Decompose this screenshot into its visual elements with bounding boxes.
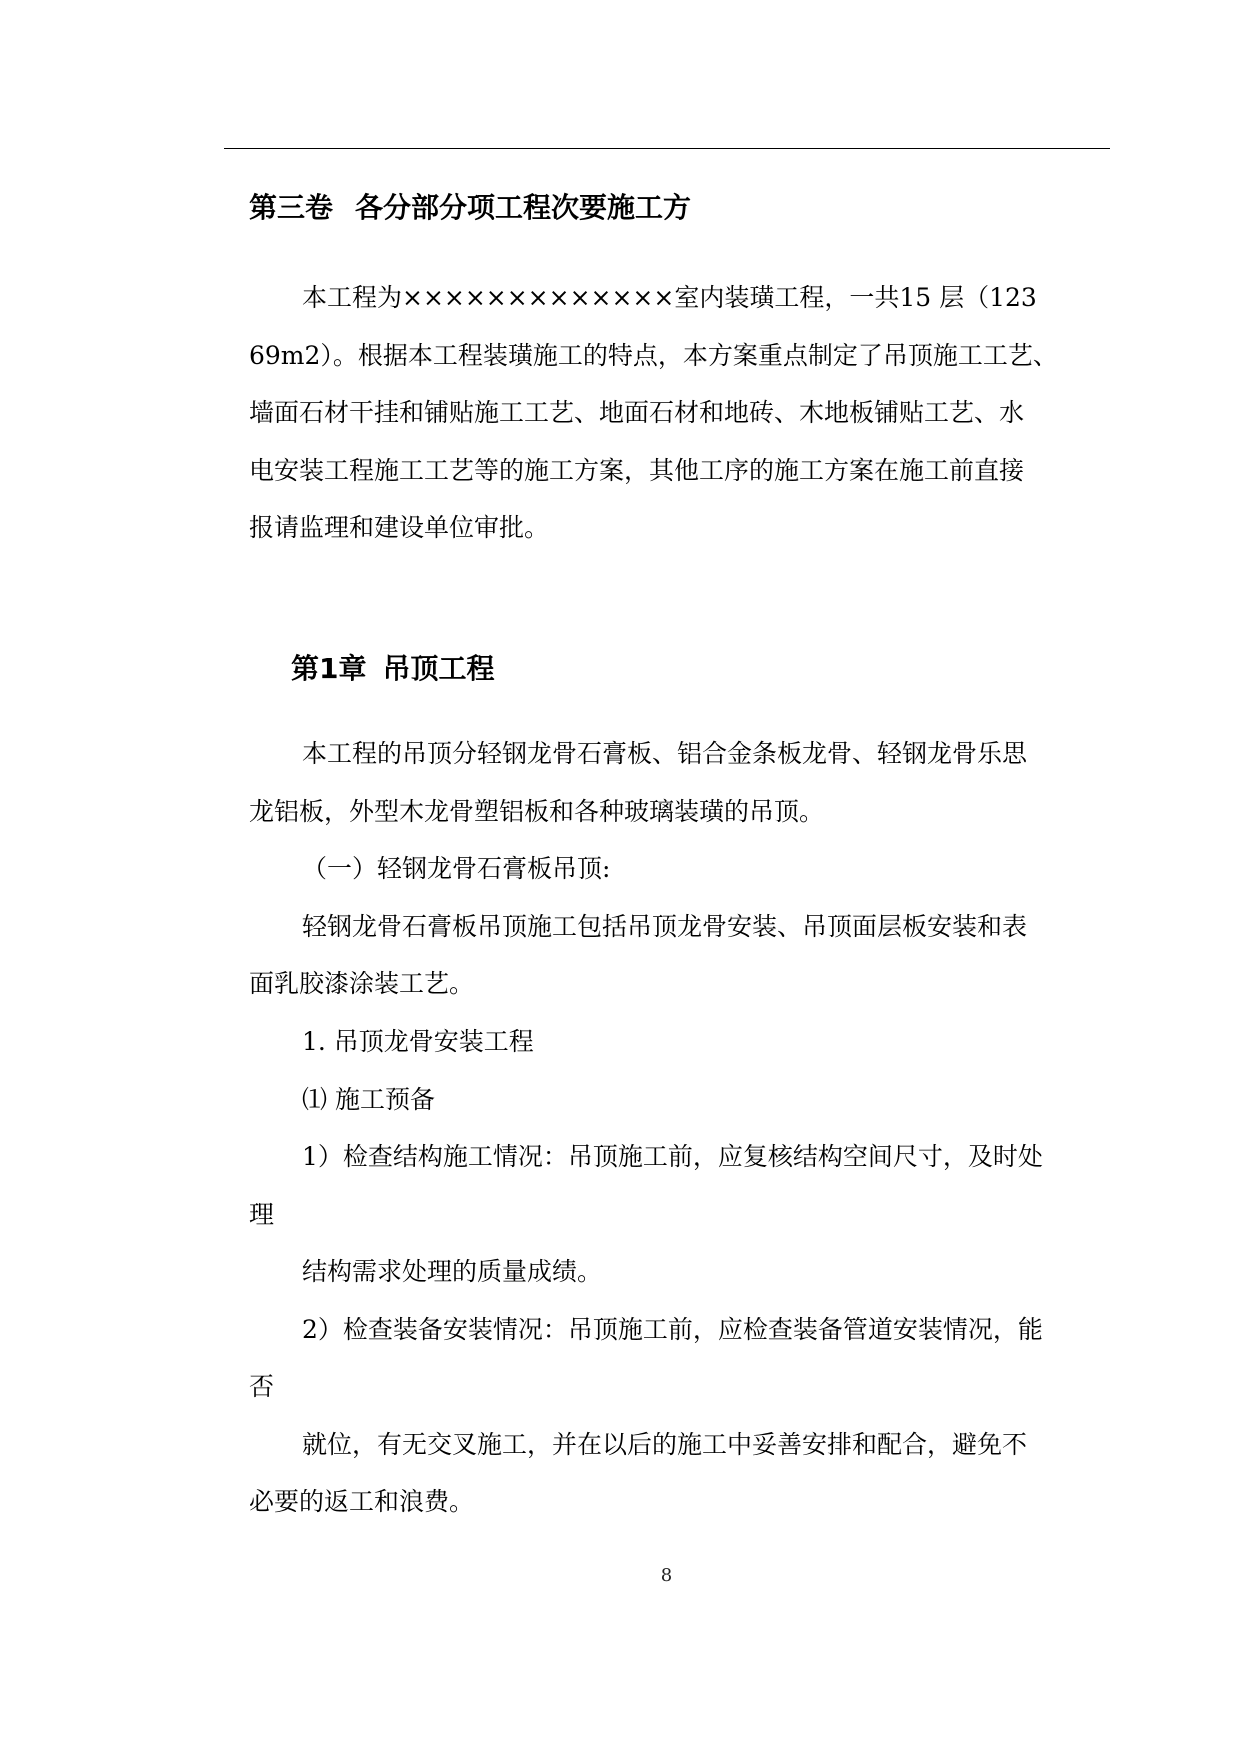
chapter-line: 轻钢龙骨石膏板吊顶施工包括吊顶龙骨安装、吊顶面层板安装和表 bbox=[302, 912, 1028, 941]
chapter-heading bbox=[291, 651, 495, 687]
chapter-line: 1）检查结构施工情况：吊顶施工前，应复核结构空间尺寸，及时处 bbox=[302, 1142, 1043, 1171]
chapter-line: 结构需求处理的质量成绩。 bbox=[302, 1257, 603, 1286]
chapter-line: 本工程的吊顶分轻钢龙骨石膏板、铝合金条板龙骨、轻钢龙骨乐思 bbox=[302, 739, 1028, 768]
chapter-line: 面乳胶漆涂装工艺。 bbox=[249, 969, 475, 998]
volume-number: 第三卷 bbox=[249, 191, 334, 224]
chapter-line: 2）检查装备安装情况：吊顶施工前，应检查装备管道安装情况，能 bbox=[302, 1315, 1043, 1344]
chapter-line: 1. 吊顶龙骨安装工程 bbox=[302, 1027, 534, 1056]
chapter-line: 必要的返工和浪费。 bbox=[249, 1487, 475, 1516]
intro-line: 电安装工程施工工艺等的施工方案，其他工序的施工方案在施工前直接 bbox=[249, 456, 1025, 485]
volume-heading bbox=[249, 190, 691, 226]
chapter-line: 理 bbox=[249, 1200, 275, 1229]
chapter-line: 就位，有无交叉施工，并在以后的施工中妥善安排和配合，避免不 bbox=[302, 1430, 1028, 1459]
chapter-line: ⑴ 施工预备 bbox=[302, 1085, 435, 1114]
page-number: 8 bbox=[660, 1565, 673, 1586]
intro-line: 69m2）。根据本工程装璜施工的特点，本方案重点制定了吊顶施工工艺、 bbox=[249, 341, 1058, 370]
chapter-title: 吊顶工程 bbox=[382, 652, 495, 685]
intro-line: 墙面石材干挂和铺贴施工工艺、地面石材和地砖、木地板铺贴工艺、水 bbox=[249, 398, 1025, 427]
chapter-number: 第1章 bbox=[291, 652, 367, 685]
intro-line: 报请监理和建设单位审批。 bbox=[249, 513, 550, 542]
chapter-line: 龙铝板，外型木龙骨塑铝板和各种玻璃装璜的吊顶。 bbox=[249, 797, 825, 826]
volume-title: 各分部分项工程次要施工方 bbox=[355, 191, 692, 224]
header-rule bbox=[224, 148, 1110, 149]
intro-line: 本工程为×××××××××××××室内装璜工程，一共15 层（123 bbox=[302, 283, 1037, 312]
chapter-line: （一）轻钢龙骨石膏板吊顶: bbox=[302, 854, 611, 883]
chapter-line: 否 bbox=[249, 1372, 275, 1401]
